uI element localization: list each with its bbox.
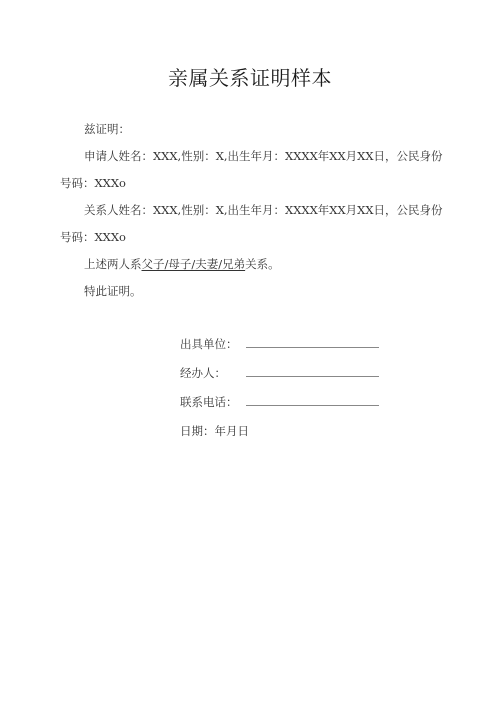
date-row [180,410,440,439]
document-title: 亲属关系证明样本 [168,66,332,90]
relation-statement [60,251,444,278]
issuer-row [180,323,440,352]
phone-blank-line [246,404,379,406]
handler-label: 经办人： [180,366,226,380]
issuer-label: 出具单位： [180,337,238,351]
greeting: 兹证明： [84,122,130,136]
certificate-body [60,116,444,305]
relative-paragraph: 关系人姓名：XXX,性别：X,出生年月：XXXX年XX月XX日，公民身份号码：XXXo [60,203,443,244]
relation-prefix: 上述两人系 [84,257,142,271]
phone-row [180,381,440,410]
signature-block [180,323,440,439]
date-label: 日期：年月日 [180,424,249,438]
applicant-paragraph: 申请人姓名：XXX,性别：X,出生年月：XXXX年XX月XX日，公民身份号码：XXXo [60,149,443,190]
relation-options: 父子/母子/夫妻/兄弟 [141,257,246,271]
handler-blank-line [246,375,379,377]
closing-statement: 特此证明。 [84,284,142,298]
relation-suffix: 关系。 [245,257,280,271]
phone-label: 联系电话： [180,395,238,409]
handler-row [180,352,440,381]
issuer-blank-line [246,346,379,348]
